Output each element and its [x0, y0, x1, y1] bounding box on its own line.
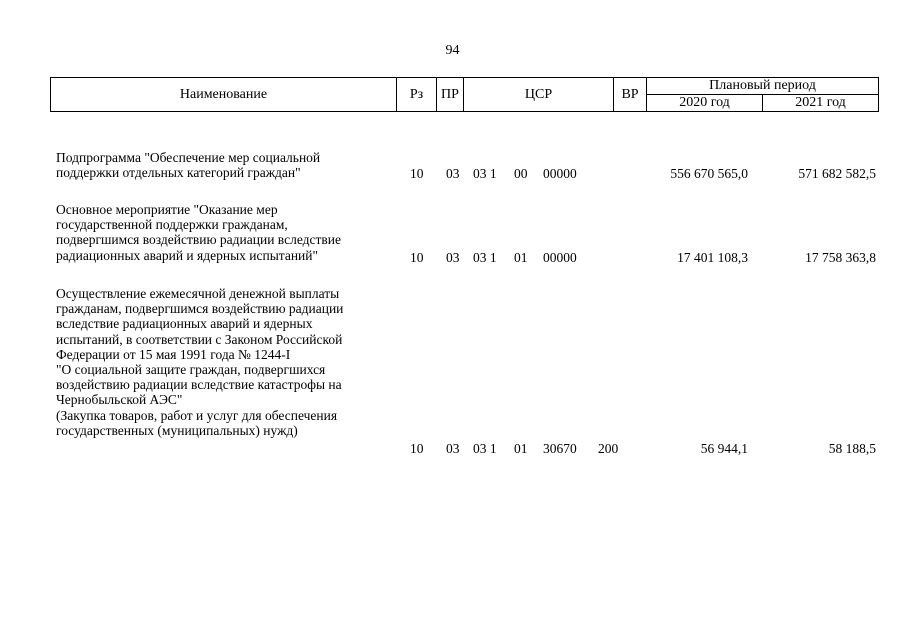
row-value-2021: 571 682 582,5 [798, 166, 876, 181]
row-name-line: Подпрограмма "Обеспечение мер социальной [56, 150, 321, 165]
row-name-line: подвергшимся воздействию радиации вследствие [56, 232, 341, 248]
row-value-2021: 58 188,5 [828, 441, 876, 456]
row-name [56, 150, 386, 180]
row-csr-direction: 00000 [543, 166, 577, 181]
header-vr: ВР [614, 78, 647, 112]
row-csr-direction: 00000 [543, 250, 577, 265]
row-csr-program: 03 1 [473, 250, 497, 265]
row-vr: 200 [598, 441, 619, 456]
row-name [56, 286, 386, 438]
page-number: 94 [445, 43, 460, 58]
row-csr-direction: 30670 [543, 441, 577, 456]
header-year-2020: 2020 год [647, 95, 763, 112]
row-csr-program: 03 1 [473, 441, 497, 456]
row-name-line: поддержки отдельных категорий граждан" [56, 165, 301, 181]
row-csr-program: 03 1 [473, 166, 497, 181]
table-header [50, 77, 879, 112]
header-plan-period: Плановый период [647, 78, 879, 95]
row-pr: 03 [446, 166, 460, 181]
row-rz: 10 [410, 441, 424, 456]
row-name-line: радиационных аварий и ядерных испытаний" [56, 247, 319, 263]
row-pr: 03 [446, 441, 460, 456]
row-value-2020: 56 944,1 [700, 441, 748, 456]
row-name-line: (Закупка товаров, работ и услуг для обеспечения [56, 407, 338, 423]
header-rz: Рз [397, 78, 437, 112]
row-value-2020: 17 401 108,3 [677, 250, 748, 265]
row-csr-event: 01 [514, 441, 528, 456]
header-pr: ПР [437, 78, 464, 112]
row-name-line: Федерации от 15 мая 1991 года № 1244-I [56, 346, 291, 362]
row-value-2021: 17 758 363,8 [805, 250, 876, 265]
row-value-2020: 556 670 565,0 [670, 166, 748, 181]
row-csr-event: 01 [514, 250, 528, 265]
row-name-line: гражданам, подвергшимся воздействию радиации [56, 301, 344, 317]
header-csr: ЦСР [464, 78, 614, 112]
header-name: Наименование [51, 78, 397, 112]
row-rz: 10 [410, 166, 424, 181]
header-year-2021: 2021 год [763, 95, 879, 112]
row-name-line: испытаний, в соответствии с Законом Российской [56, 331, 343, 347]
row-name-line: Чернобыльской АЭС" [56, 392, 183, 408]
row-name [56, 202, 386, 263]
row-name-line: Осуществление ежемесячной денежной выплаты [56, 286, 340, 301]
row-csr-event: 00 [514, 166, 528, 181]
row-name-line: "О социальной защите граждан, подвергшихся [56, 362, 326, 378]
row-name-line: воздействию радиации вследствие катастрофы на [56, 377, 342, 393]
row-name-line: государственной поддержки гражданам, [56, 217, 288, 233]
row-name-line: Основное мероприятие "Оказание мер [56, 202, 278, 217]
row-name-line: вследствие радиационных аварий и ядерных [56, 316, 313, 332]
row-name-line: государственных (муниципальных) нужд) [56, 422, 298, 438]
row-pr: 03 [446, 250, 460, 265]
row-rz: 10 [410, 250, 424, 265]
